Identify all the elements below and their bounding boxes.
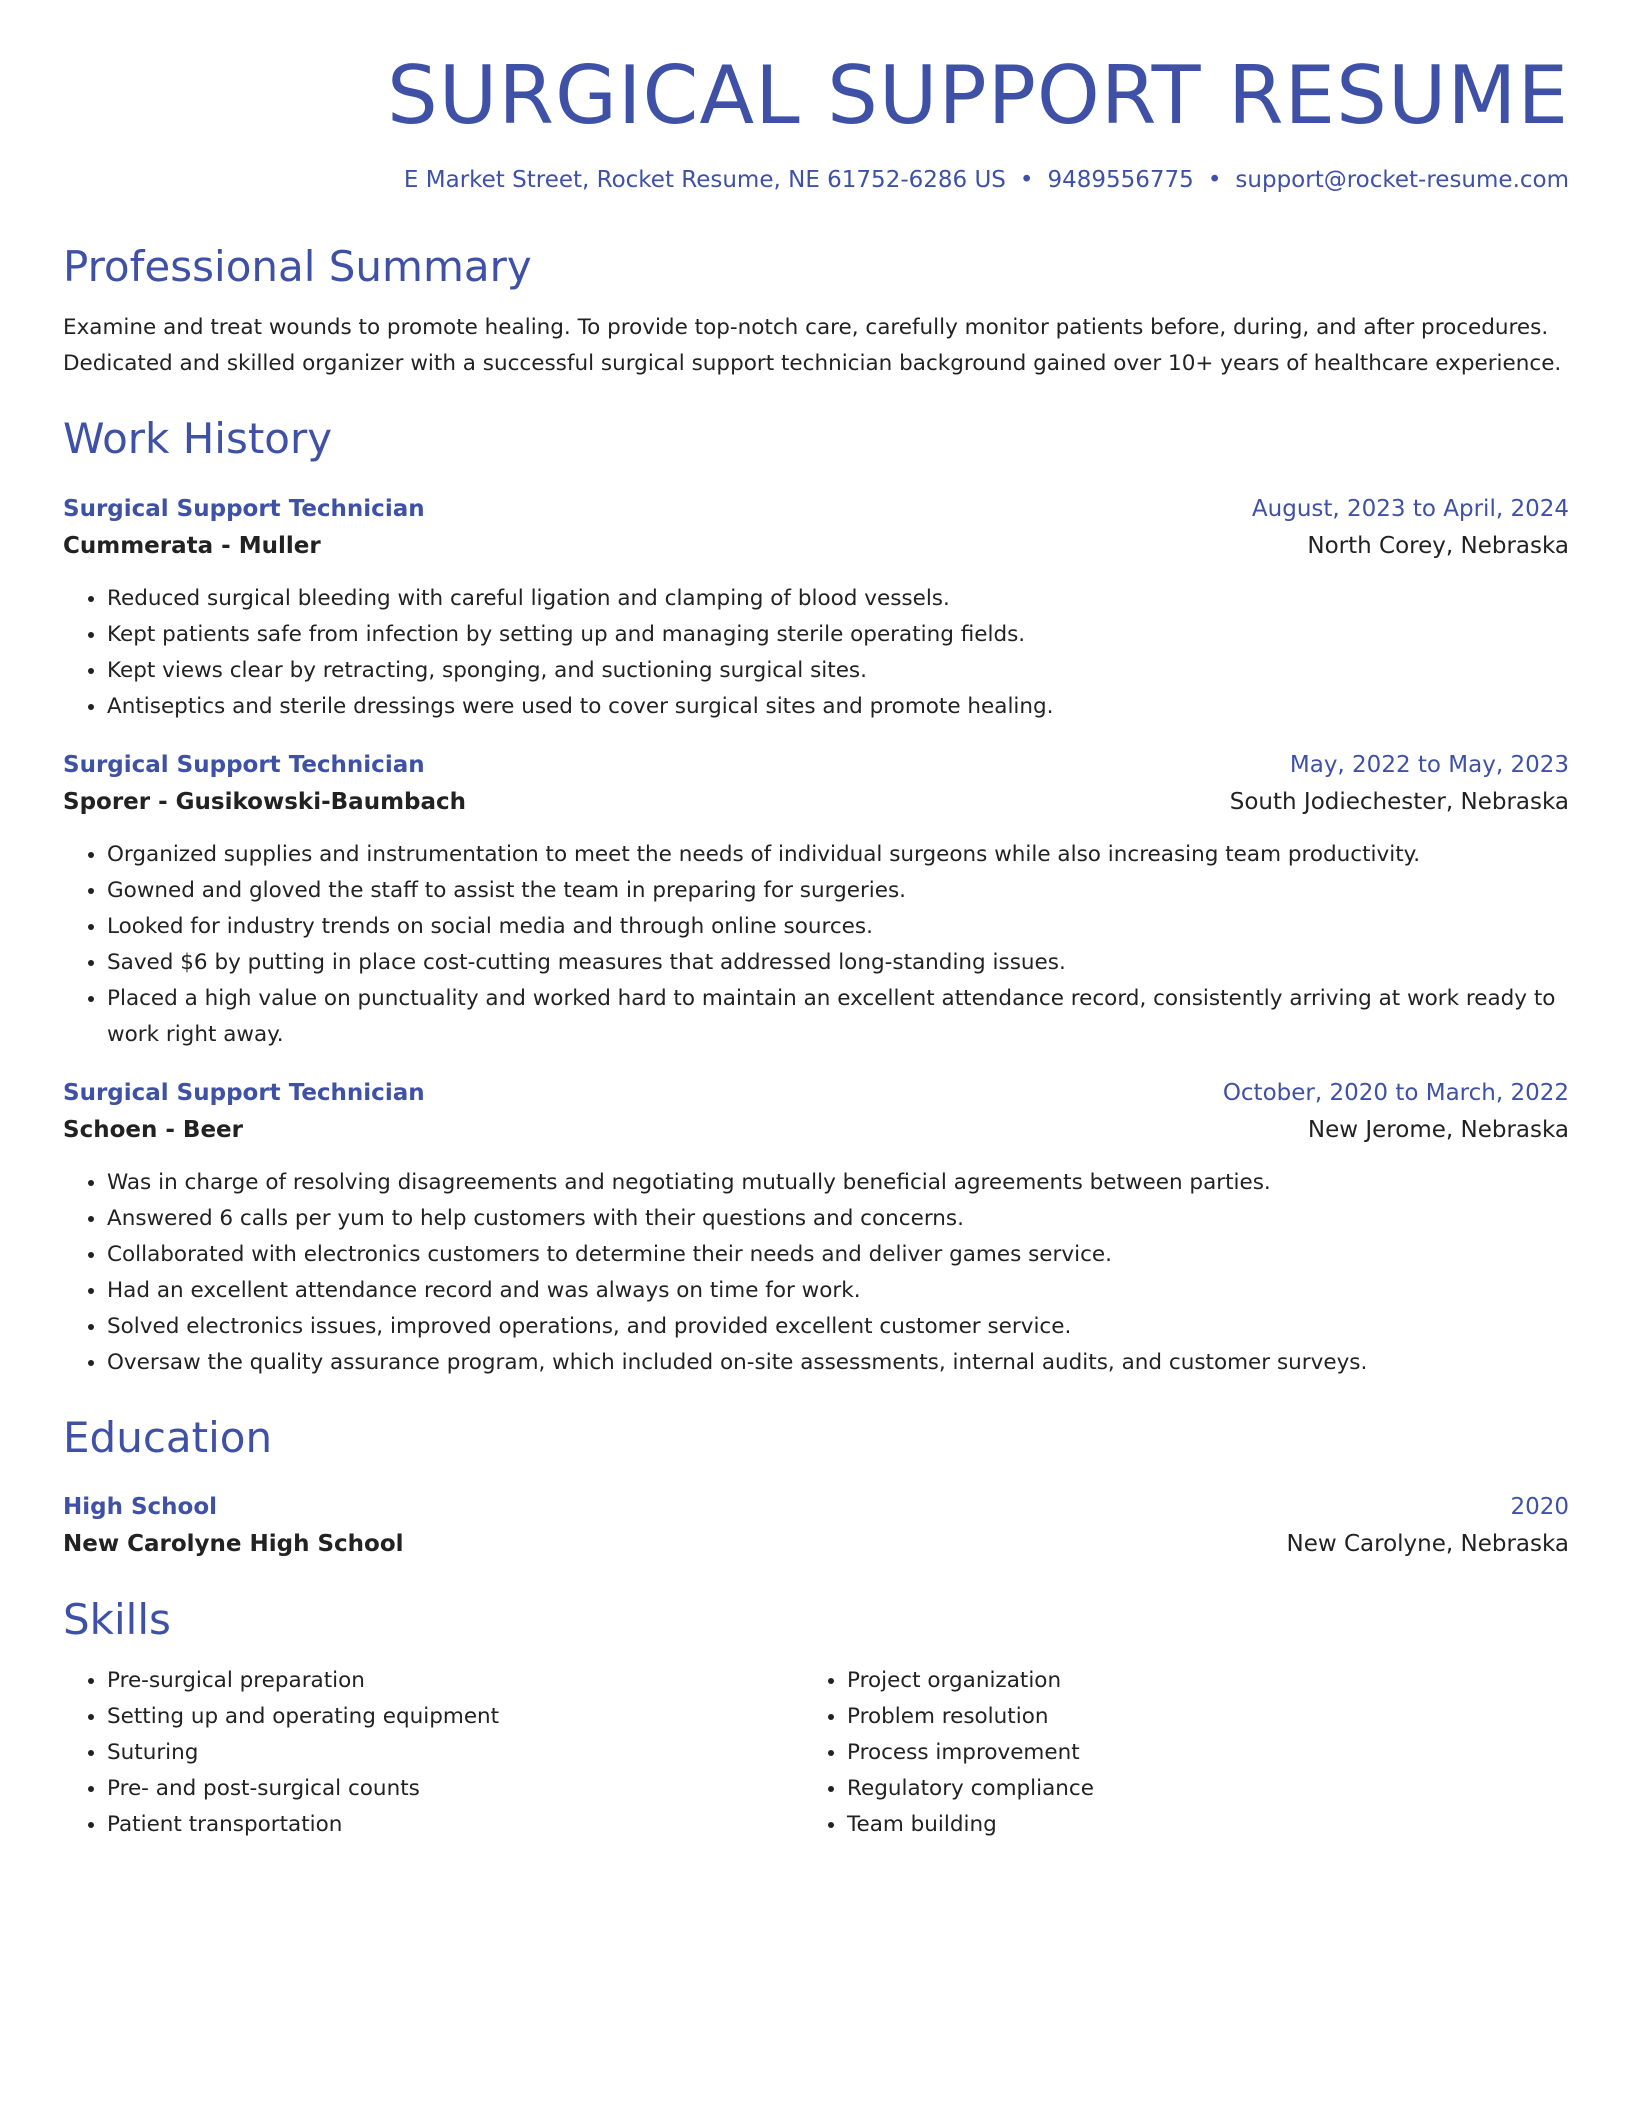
skills-heading: Skills: [63, 1595, 171, 1645]
job-company: Cummerata - Muller: [63, 532, 321, 559]
list-item: • Kept patients safe from infection by setting up and managing sterile operating fields.: [107, 617, 1569, 653]
skill-item: • Pre- and post-surgical counts: [107, 1771, 803, 1807]
list-item: • Had an excellent attendance record and was always on time for work.: [107, 1273, 1569, 1309]
skills-column-left: [63, 1663, 803, 1843]
job-location: North Corey, Nebraska: [1307, 532, 1569, 559]
list-item: • Was in charge of resolving disagreements and negotiating mutually beneficial agreements between parties.: [107, 1165, 1569, 1201]
list-item: • Placed a high value on punctuality and worked hard to maintain an excellent attendance record, consistently arriving at work ready to work right away.: [107, 981, 1569, 1053]
skills-list: [63, 1663, 1569, 1843]
skill-item: • Process improvement: [847, 1735, 1543, 1771]
job-company: Sporer - Gusikowski-Baumbach: [63, 788, 467, 815]
job-location: South Jodiechester, Nebraska: [1229, 788, 1569, 815]
summary-text: Examine and treat wounds to promote healing. To provide top-notch care, carefully monitor patients before, during, and after procedures. Dedicated and skilled organizer with a successful surgical support technician background gained over 10+ years of healthcare experience.: [63, 315, 1562, 377]
skill-item: • Pre-surgical preparation: [107, 1663, 803, 1699]
list-item: • Answered 6 calls per yum to help customers with their questions and concerns.: [107, 1201, 1569, 1237]
list-item: • Collaborated with electronics customers to determine their needs and deliver games service.: [107, 1237, 1569, 1273]
resume-header: [63, 48, 1569, 196]
list-item: • Organized supplies and instrumentation to meet the needs of individual surgeons while also increasing team productivity.: [107, 837, 1569, 873]
skill-item: • Project organization: [847, 1663, 1543, 1699]
education-entry: [63, 1489, 1569, 1563]
education-school: New Carolyne High School: [63, 1531, 404, 1558]
summary-heading: Professional Summary: [63, 241, 532, 291]
work-history-heading: Work History: [63, 414, 333, 464]
contact-line: [63, 166, 1569, 196]
job-title: Surgical Support Technician: [63, 751, 425, 778]
job-bullets: [63, 1165, 1569, 1381]
list-item: • Looked for industry trends on social media and through online sources.: [107, 909, 1569, 945]
contact-email: support@rocket-resume.com: [1235, 167, 1569, 193]
skill-item: • Patient transportation: [107, 1807, 803, 1843]
job-location: New Jerome, Nebraska: [1307, 1116, 1569, 1143]
job-bullets: [63, 581, 1569, 725]
skill-item: • Problem resolution: [847, 1699, 1543, 1735]
resume-name: SURGICAL SUPPORT RESUME: [387, 49, 1569, 142]
education-location: New Carolyne, Nebraska: [1286, 1531, 1569, 1558]
skill-item: • Suturing: [107, 1735, 803, 1771]
job-title: Surgical Support Technician: [63, 495, 425, 522]
list-item: • Saved $6 by putting in place cost-cutting measures that addressed long-standing issues.: [107, 945, 1569, 981]
job-bullets: [63, 837, 1569, 1053]
contact-separator: •: [1019, 167, 1034, 193]
contact-phone: 9489556775: [1047, 167, 1194, 193]
education-degree: High School: [63, 1494, 218, 1521]
skill-item: • Setting up and operating equipment: [107, 1699, 803, 1735]
job-dates: May, 2022 to May, 2023: [1289, 751, 1569, 778]
contact-address: E Market Street, Rocket Resume, NE 61752-6286 US: [403, 167, 1006, 193]
list-item: • Kept views clear by retracting, sponging, and suctioning surgical sites.: [107, 653, 1569, 689]
job-title: Surgical Support Technician: [63, 1079, 425, 1106]
list-item: • Antiseptics and sterile dressings were used to cover surgical sites and promote healing.: [107, 689, 1569, 725]
contact-separator: •: [1207, 167, 1222, 193]
skill-item: • Regulatory compliance: [847, 1771, 1543, 1807]
education-year: 2020: [1510, 1494, 1569, 1521]
list-item: • Solved electronics issues, improved operations, and provided excellent customer service.: [107, 1309, 1569, 1345]
education-heading: Education: [63, 1412, 273, 1462]
job-dates: October, 2020 to March, 2022: [1222, 1079, 1569, 1106]
skills-column-right: [803, 1663, 1543, 1843]
list-item: • Gowned and gloved the staff to assist the team in preparing for surgeries.: [107, 873, 1569, 909]
skill-item: • Team building: [847, 1807, 1543, 1843]
list-item: • Oversaw the quality assurance program, which included on-site assessments, internal audits, and customer surveys.: [107, 1345, 1569, 1381]
job-dates: August, 2023 to April, 2024: [1251, 495, 1569, 522]
job-company: Schoen - Beer: [63, 1116, 243, 1143]
job-entry: [63, 491, 1569, 725]
job-entry: [63, 1075, 1569, 1381]
job-entry: [63, 747, 1569, 1053]
list-item: • Reduced surgical bleeding with careful ligation and clamping of blood vessels.: [107, 581, 1569, 617]
